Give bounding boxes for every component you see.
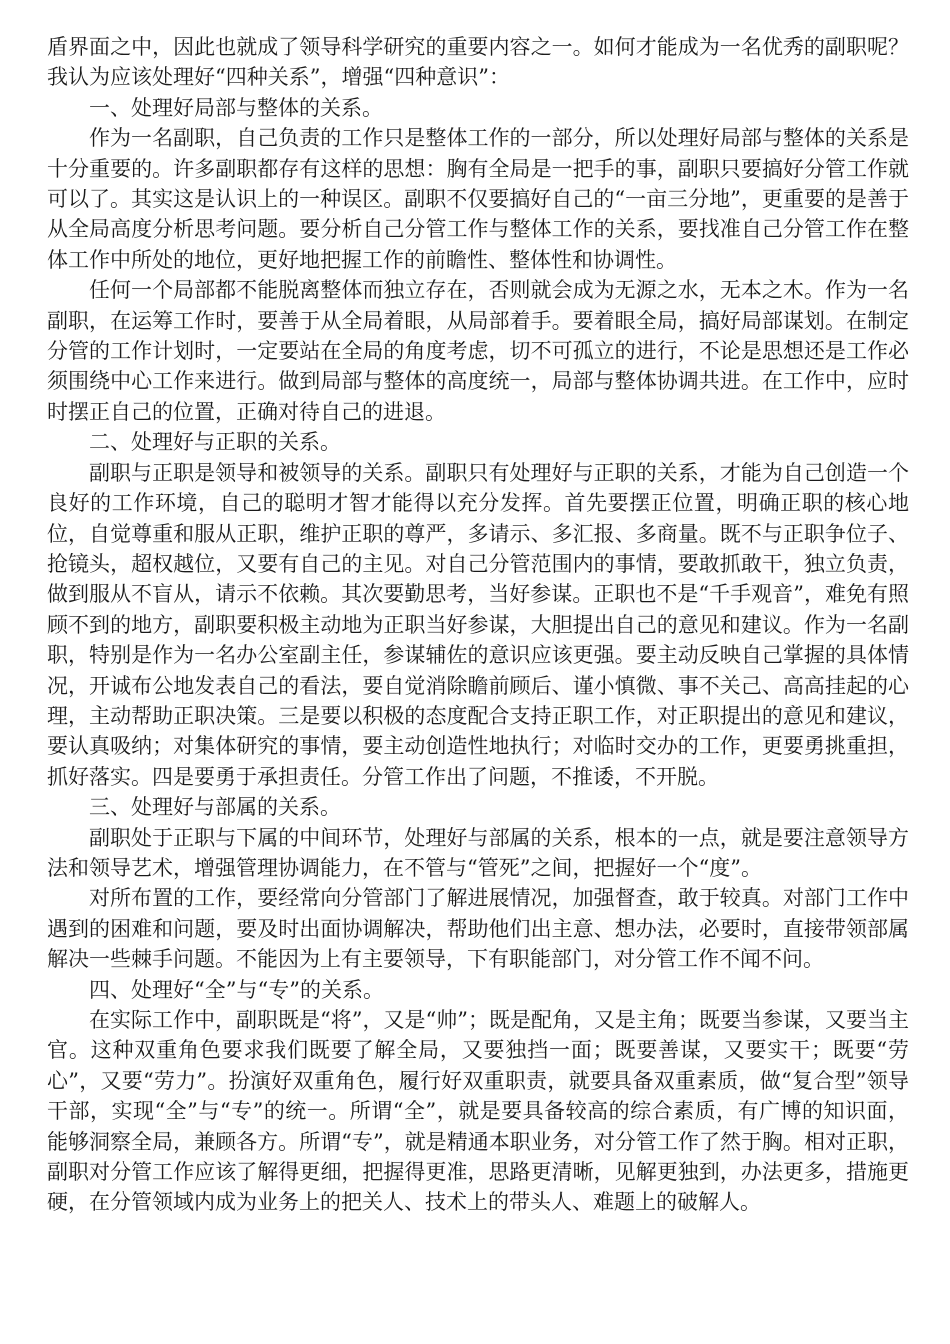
- section-heading-2: 二、处理好与正职的关系。: [89, 430, 341, 455]
- paragraph-3b: 对所布置的工作，要经常向分管部门了解进展情况，加强督查，敢于较真。对部门工作中遇到的困难和问题，要及时出面协调解决，帮助他们出主意、想办法，必要时，直接带领部属解决一些棘手问题。不能因为上有主要领导，下有职能部门，对分管工作不闻不问。: [47, 886, 909, 972]
- section-heading-1: 一、处理好局部与整体的关系。: [89, 95, 383, 120]
- paragraph-2a: 副职与正职是领导和被领导的关系。副职只有处理好与正职的关系，才能为自己创造一个良好的工作环境，自己的聪明才智才能得以充分发挥。首先要摆正位置，明确正职的核心地位，自觉尊重和服从正职，维护正职的尊严，多请示、多汇报、多商量。既不与正职争位子、抢镜头，超权越位，又要有自己的主见。对自己分管范围内的事情，要敢抓敢干，独立负责，做到服从不盲从，请示不依赖。其次要勤思考，当好参谋。正职也不是“千手观音”，难免有照顾不到的地方，副职要积极主动地为正职当好参谋，大胆提出自己的意见和建议。作为一名副职，特别是作为一名办公室副主任，参谋辅佐的意识应该更强。要主动反映自己掌握的具体情况，开诚布公地发表自己的看法，要自觉消除瞻前顾后、谨小慎微、事不关己、高高挂起的心理，主动帮助正职决策。三是要以积极的态度配合支持正职工作，对正职提出的意见和建议，要认真吸纳；对集体研究的事情，要主动创造性地执行；对临时交办的工作，更要勇挑重担，抓好落实。四是要勇于承担责任。分管工作出了问题，不推诿，不开脱。: [47, 460, 909, 789]
- section-heading-3: 三、处理好与部属的关系。: [89, 795, 341, 820]
- section-heading-4: 四、处理好“全”与“专”的关系。: [89, 977, 384, 1002]
- document-page: [47, 32, 909, 1218]
- paragraph-intro: 盾界面之中，因此也就成了领导科学研究的重要内容之一。如何才能成为一名优秀的副职呢？我认为应该处理好“四种关系”，增强“四种意识”：: [47, 35, 909, 90]
- paragraph-4a: 在实际工作中，副职既是“将”，又是“帅”；既是配角，又是主角；既要当参谋，又要当主官。这种双重角色要求我们既要了解全局，又要独挡一面；既要善谋，又要实干；既要“劳心”，又要“劳力”。扮演好双重角色，履行好双重职责，就要具备双重素质，做“复合型”领导干部，实现“全”与“专”的统一。所谓“全”，就是要具备较高的综合素质，有广博的知识面，能够洞察全局，兼顾各方。所谓“专”，就是精通本职业务，对分管工作了然于胸。相对正职，副职对分管工作应该了解得更细，把握得更准，思路更清晰，见解更独到，办法更多，措施更硬，在分管领域内成为业务上的把关人、技术上的带头人、难题上的破解人。: [47, 1008, 909, 1215]
- paragraph-1a: 作为一名副职，自己负责的工作只是整体工作的一部分，所以处理好局部与整体的关系是十分重要的。许多副职都存有这样的思想：胸有全局是一把手的事，副职只要搞好分管工作就可以了。其实这是认识上的一种误区。副职不仅要搞好自己的“一亩三分地”，更重要的是善于从全局高度分析思考问题。要分析自己分管工作与整体工作的关系，要找准自己分管工作在整体工作中所处的地位，更好地把握工作的前瞻性、整体性和协调性。: [47, 126, 909, 272]
- paragraph-1b: 任何一个局部都不能脱离整体而独立存在，否则就会成为无源之水，无本之木。作为一名副职，在运筹工作时，要善于从全局着眼，从局部着手。要着眼全局，搞好局部谋划。在制定分管的工作计划时，一定要站在全局的角度考虑，切不可孤立的进行，不论是思想还是工作必须围绕中心工作来进行。做到局部与整体的高度统一，局部与整体协调共进。在工作中，应时时摆正自己的位置，正确对待自己的进退。: [47, 278, 909, 424]
- paragraph-3a: 副职处于正职与下属的中间环节，处理好与部属的关系，根本的一点，就是要注意领导方法和领导艺术，增强管理协调能力，在不管与“管死”之间，把握好一个“度”。: [47, 825, 909, 880]
